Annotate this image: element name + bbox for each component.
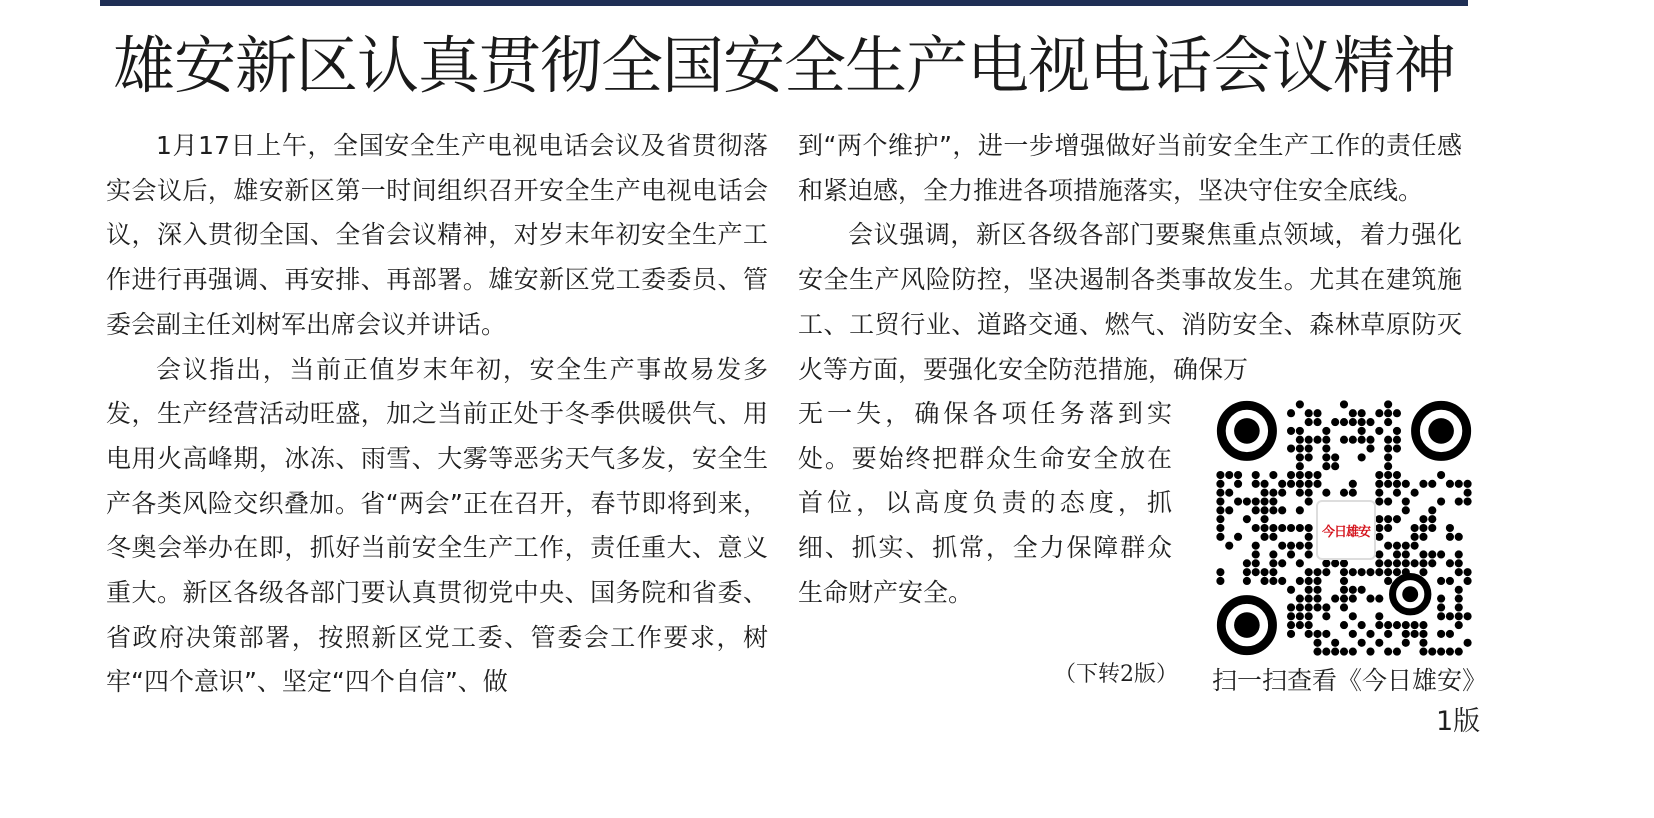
qr-code	[1216, 400, 1472, 656]
article-paragraph-3: 会议强调，新区各级各部门要聚焦重点领域，着力强化安全生产风险防控，坚决遏制各类事故发生。尤其在建筑施工、工贸行业、道路交通、燃气、消防安全、森林草原防灭火等方面，要强化安全防范措施，确保万	[798, 220, 1462, 384]
article-left-column	[106, 124, 768, 705]
qr-caption: 扫一扫查看《今日雄安》	[1212, 666, 1488, 695]
article-paragraph-2-continued: 到“两个维护”，进一步增强做好当前安全生产工作的责任感和紧迫感，全力推进各项措施落实，坚决守住安全底线。	[798, 131, 1462, 205]
article-headline: 雄安新区认真贯彻全国安全生产电视电话会议精神	[112, 29, 1455, 102]
top-rule	[100, 0, 1468, 6]
qr-logo: 今日雄安	[1316, 500, 1376, 560]
article-paragraph-2: 会议指出，当前正值岁末年初，安全生产事故易发多发，生产经营活动旺盛，加之当前正处于冬季供暖供气、用电用火高峰期，冰冻、雨雪、大雾等恶劣天气多发，安全生产各类风险交织叠加。省“两会”正在召开，春节即将到来，冬奥会举办在即，抓好当前安全生产工作，责任重大、意义重大。新区各级各部门要认真贯彻党中央、国务院和省委、省政府决策部署，按照新区党工委、管委会工作要求，树牢“四个意识”、坚定“四个自信”、做	[106, 354, 768, 697]
article-paragraph-1: 1月17日上午，全国安全生产电视电话会议及省贯彻落实会议后，雄安新区第一时间组织召开安全生产电视电话会议，深入贯彻全国、全省会议精神，对岁末年初安全生产工作进行再强调、再安排、再部署。雄安新区党工委委员、管委会副主任刘树军出席会议并讲话。	[106, 131, 768, 339]
article-right-column	[798, 124, 1462, 392]
article-paragraph-3-continued: 无一失，确保各项任务落到实处。要始终把群众生命安全放在首位，以高度负责的态度，抓细、抓实、抓常，全力保障群众生命财产安全。	[798, 399, 1172, 607]
page-number: 1版	[1436, 706, 1481, 737]
continued-note: （下转2版）	[1054, 662, 1178, 687]
article-right-narrow-column	[798, 392, 1172, 616]
